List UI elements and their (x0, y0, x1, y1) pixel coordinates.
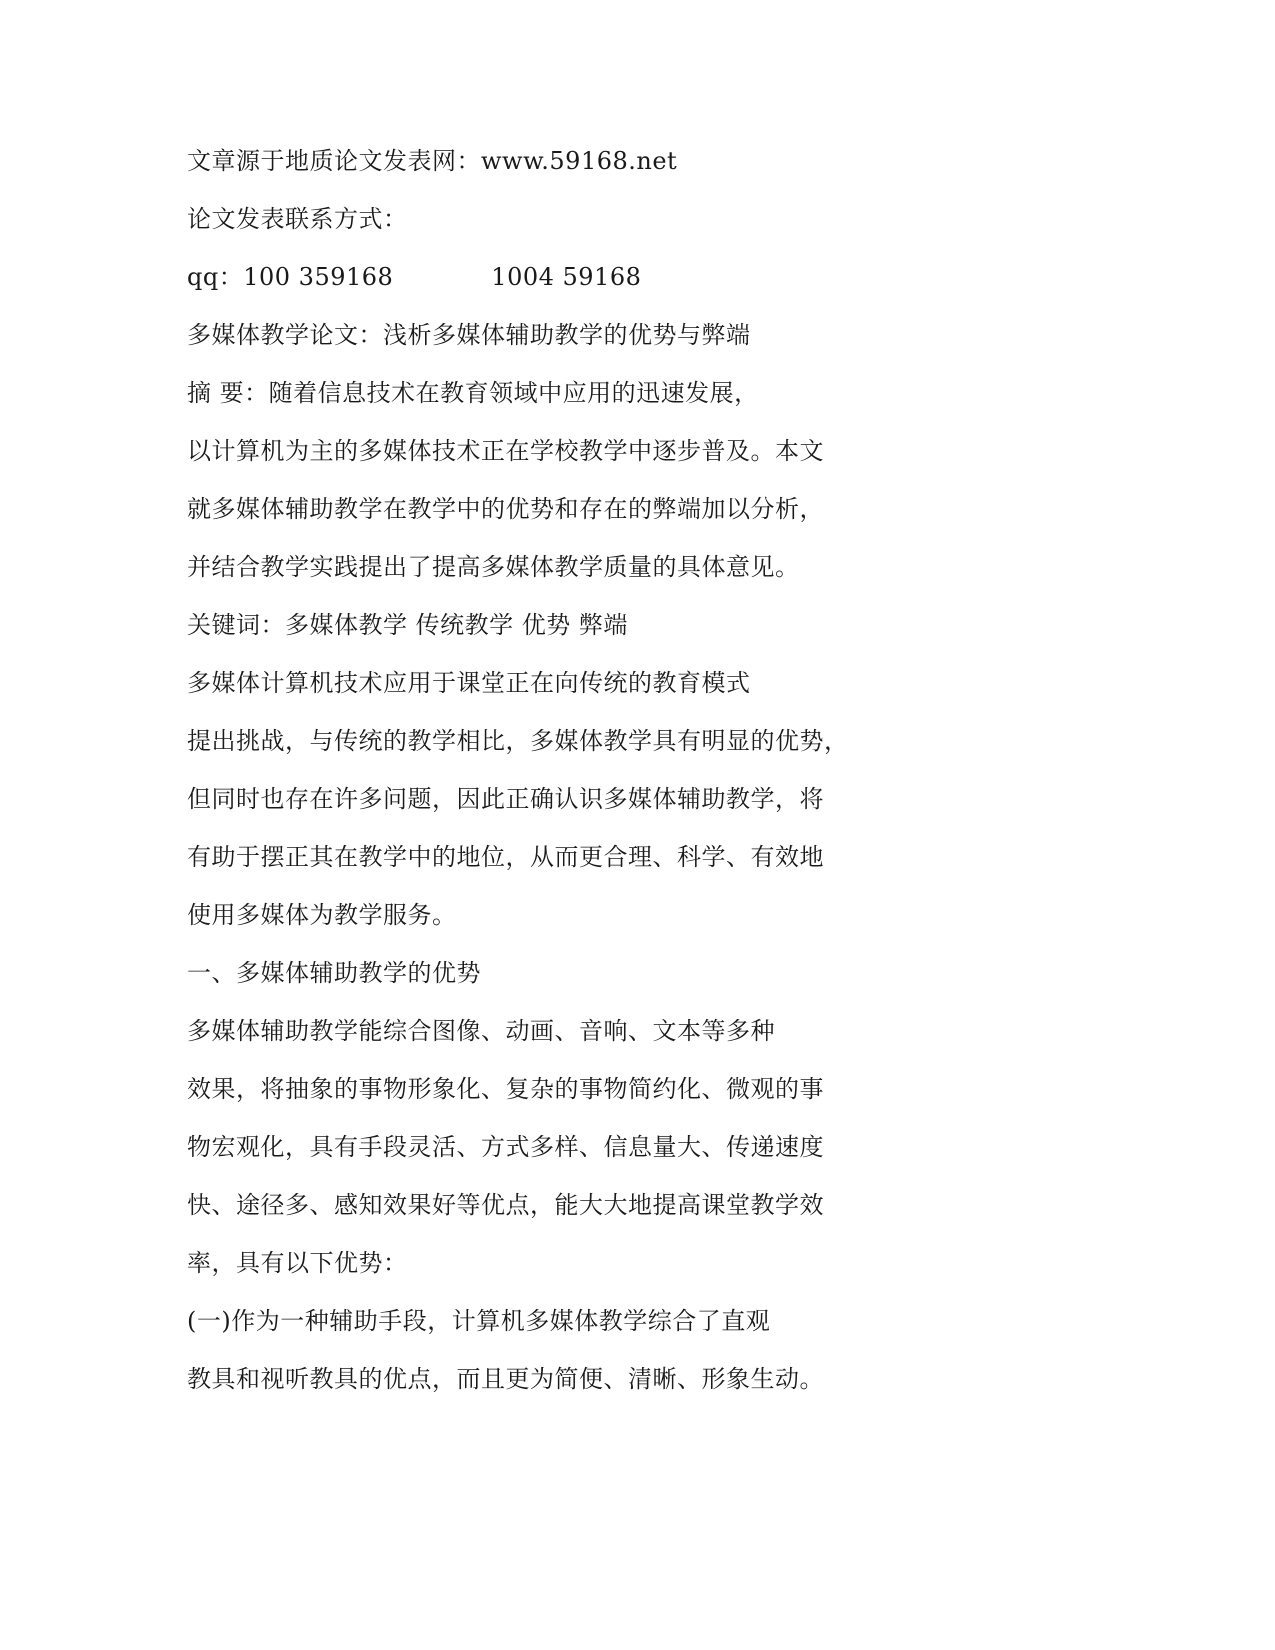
intro-line: 提出挑战，与传统的教学相比，多媒体教学具有明显的优势， (187, 727, 849, 755)
intro-line: 但同时也存在许多问题，因此正确认识多媒体辅助教学，将 (187, 785, 824, 813)
article-title: 多媒体教学论文：浅析多媒体辅助教学的优势与弊端 (187, 321, 751, 349)
section-line: 多媒体辅助教学能综合图像、动画、音响、文本等多种 (187, 1017, 775, 1045)
intro-line: 多媒体计算机技术应用于课堂正在向传统的教育模式 (187, 669, 751, 697)
section-line: 快、途径多、感知效果好等优点，能大大地提高课堂教学效 (187, 1191, 824, 1219)
qq-number-2: 1004 59168 (491, 263, 642, 291)
contact-label: 论文发表联系方式： (187, 205, 408, 233)
point-line: (一)作为一种辅助手段，计算机多媒体教学综合了直观 (187, 1307, 771, 1335)
abstract-line: 就多媒体辅助教学在教学中的优势和存在的弊端加以分析， (187, 495, 824, 523)
qq-label: qq： (187, 263, 244, 291)
intro-line: 使用多媒体为教学服务。 (187, 901, 457, 929)
section-line: 效果，将抽象的事物形象化、复杂的事物简约化、微观的事 (187, 1075, 824, 1103)
source-line: 文章源于地质论文发表网：www.59168.net (187, 147, 678, 175)
intro-line: 有助于摆正其在教学中的地位，从而更合理、科学、有效地 (187, 843, 824, 871)
abstract-line: 摘 要：随着信息技术在教育领域中应用的迅速发展， (187, 379, 759, 407)
abstract-line: 以计算机为主的多媒体技术正在学校教学中逐步普及。本文 (187, 437, 824, 465)
qq-number-1: 100 359168 (243, 263, 394, 291)
abstract-line: 并结合教学实践提出了提高多媒体教学质量的具体意见。 (187, 553, 800, 581)
section-line: 率，具有以下优势： (187, 1249, 408, 1277)
keywords-line: 关键词：多媒体教学 传统教学 优势 弊端 (187, 611, 628, 639)
section-line: 物宏观化，具有手段灵活、方式多样、信息量大、传递速度 (187, 1133, 824, 1161)
point-line: 教具和视听教具的优点，而且更为简便、清晰、形象生动。 (187, 1365, 824, 1393)
qq-line (187, 262, 641, 292)
section-heading: 一、多媒体辅助教学的优势 (187, 959, 481, 987)
